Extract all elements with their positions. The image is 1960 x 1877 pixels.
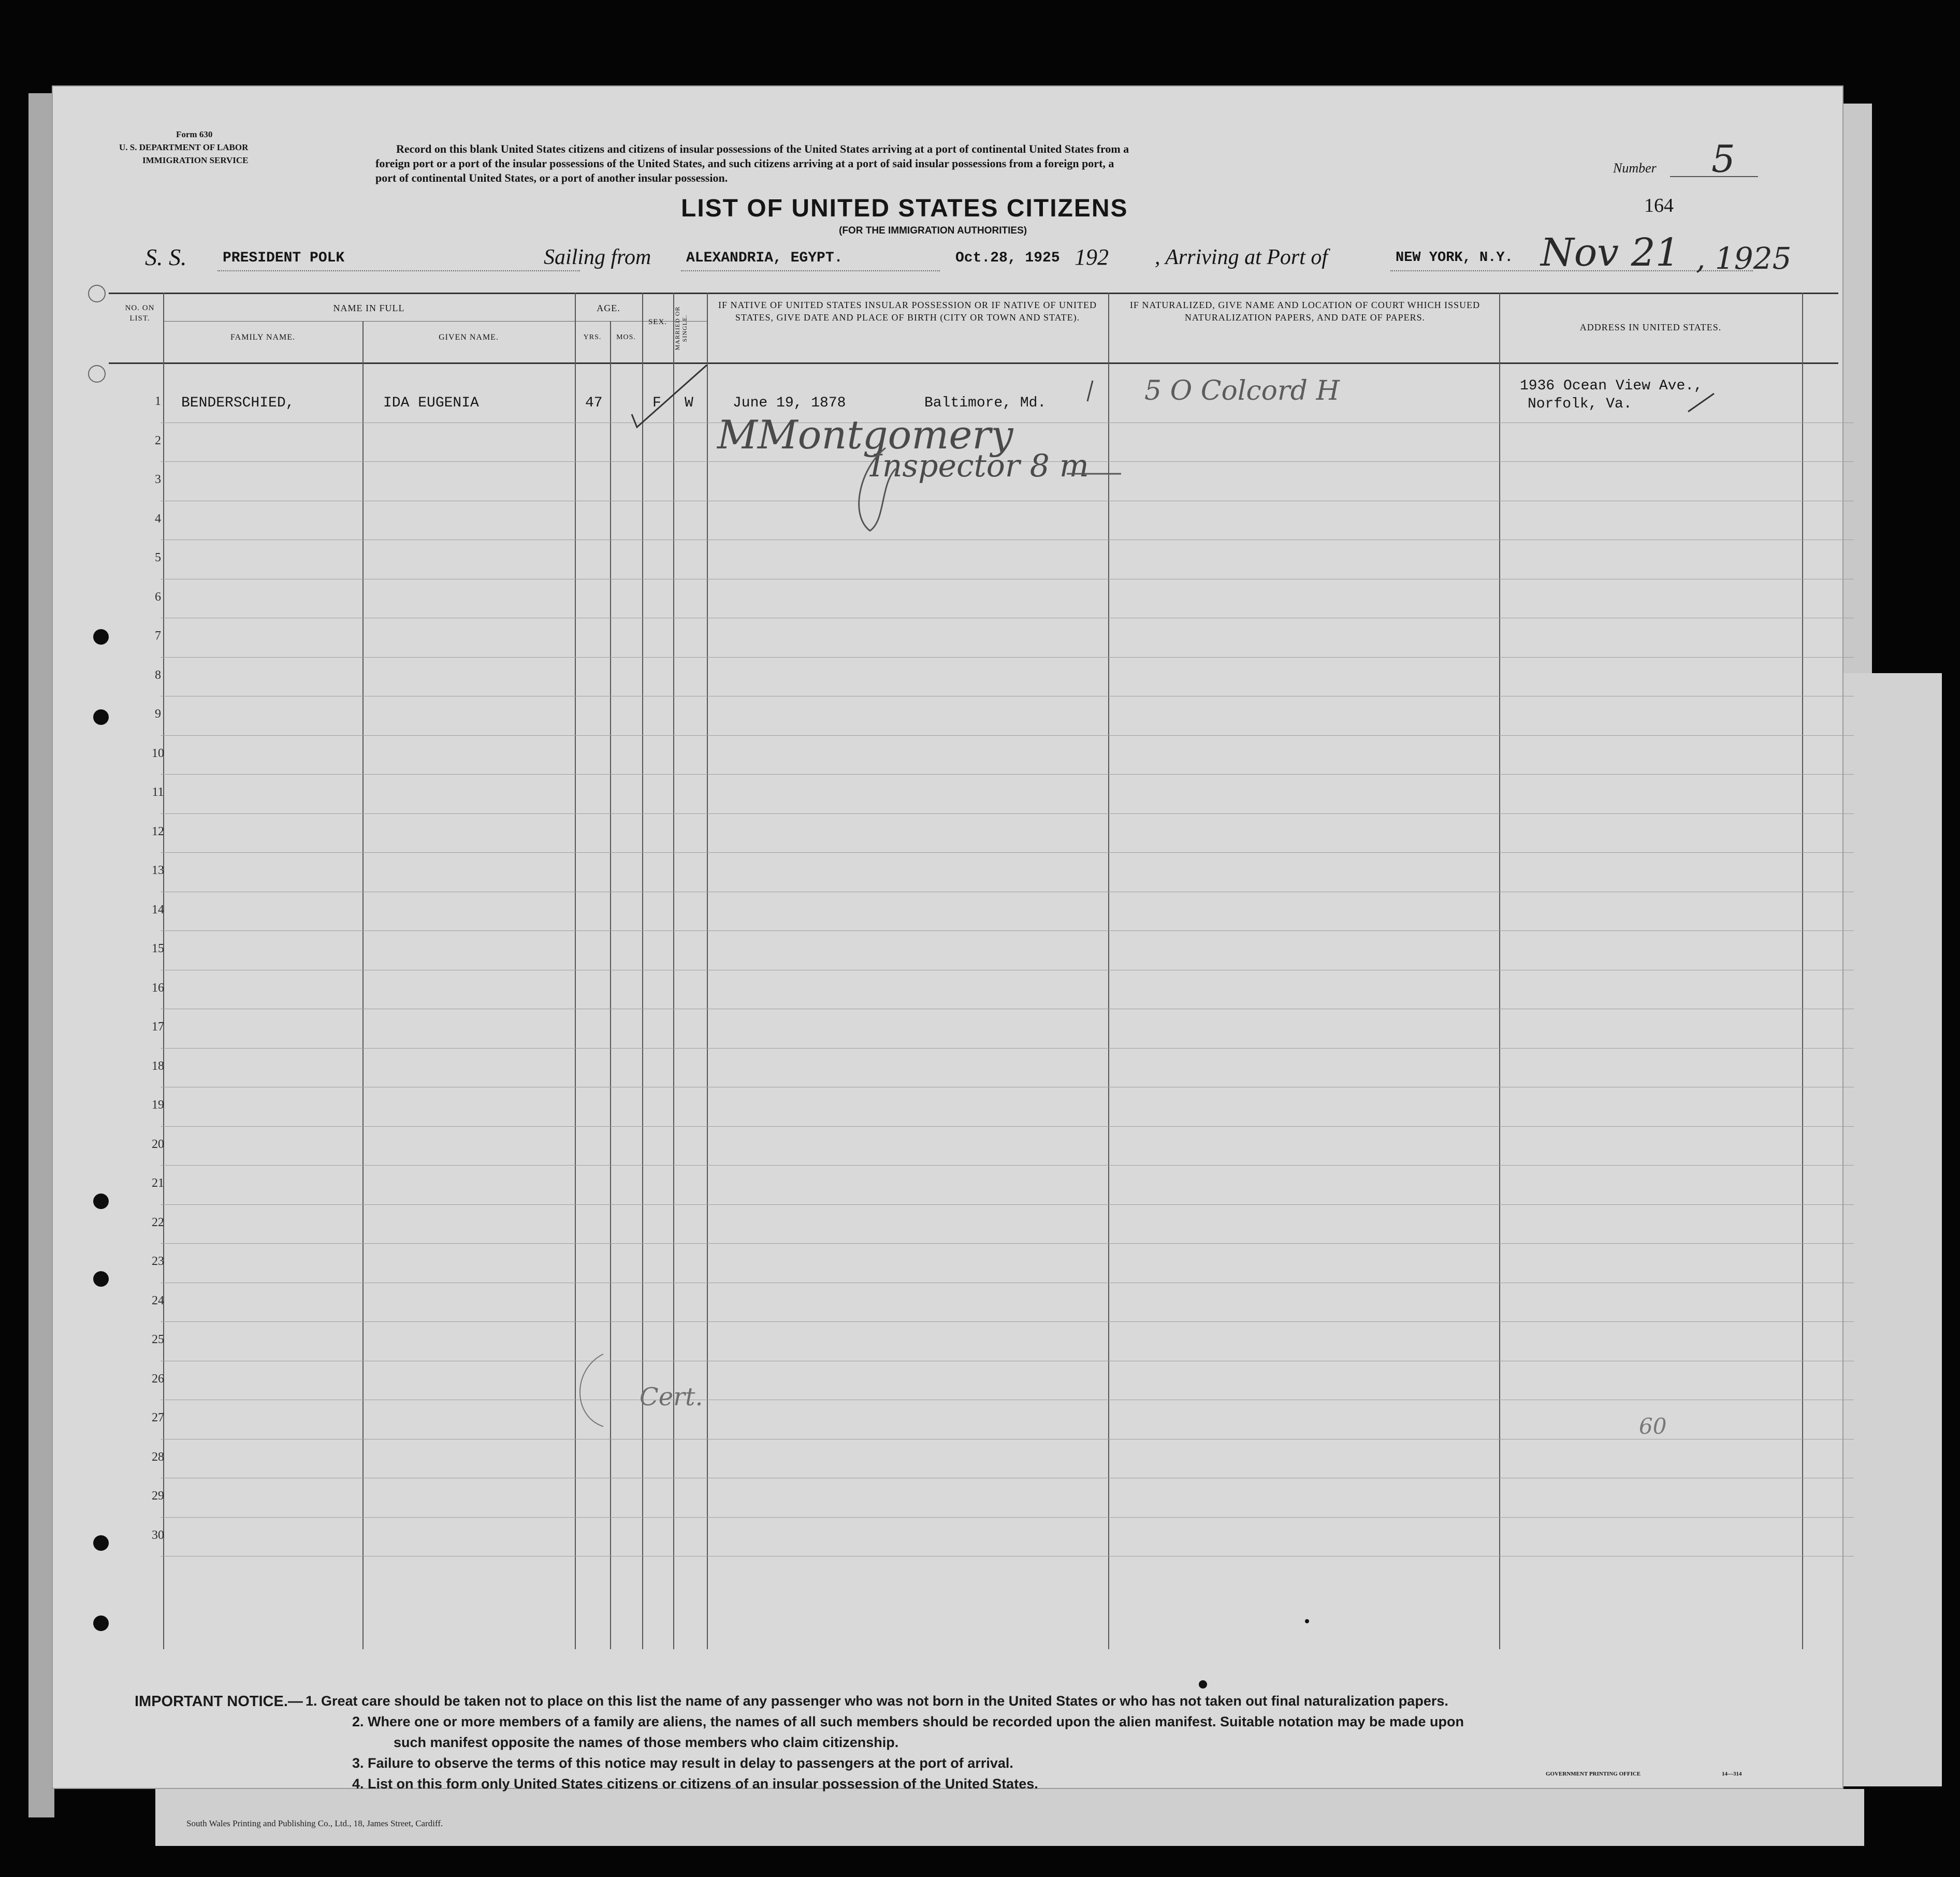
- row-number: 10: [152, 746, 164, 760]
- notice-item-4: 4. List on this form only United States citizens or citizens of an insular possession of the United States.: [352, 1776, 1038, 1792]
- binding-hole: [93, 629, 109, 645]
- ink-dot: [1199, 1680, 1207, 1689]
- sailing-port: ALEXANDRIA, EGYPT.: [686, 250, 843, 266]
- header-naturalized: IF NATURALIZED, GIVE NAME AND LOCATION OF COURT WHICH ISSUED NATURALIZATION PAPERS, AND DATE OF PAPERS.: [1129, 300, 1480, 323]
- service-name: IMMIGRATION SERVICE: [142, 155, 249, 165]
- page-title: LIST OF UNITED STATES CITIZENS: [681, 195, 1128, 222]
- header-mos: MOS.: [616, 333, 636, 341]
- row-rule: [161, 813, 1854, 814]
- row-number: 27: [152, 1411, 164, 1424]
- inspector-title: Inspector 8 m: [870, 448, 1089, 484]
- printer-office: GOVERNMENT PRINTING OFFICE: [1546, 1771, 1641, 1777]
- col-rule-sex: [673, 293, 674, 1649]
- binding-hole: [93, 1535, 109, 1551]
- entry-given-name: IDA EUGENIA: [383, 395, 479, 411]
- entry-age-years: 47: [585, 395, 603, 411]
- printer-code: 14—314: [1722, 1771, 1742, 1777]
- arrival-date: Nov 21: [1541, 230, 1680, 275]
- entry-address-line-1: 1936 Ocean View Ave.,: [1520, 378, 1703, 394]
- row-number: 15: [152, 942, 164, 955]
- entry-birth-place: Baltimore, Md.: [924, 395, 1047, 411]
- entry-sex: F: [652, 395, 661, 411]
- header-family-name: FAMILY NAME.: [230, 333, 296, 342]
- margin-note: Cert.: [640, 1383, 703, 1412]
- row-number: 28: [152, 1450, 164, 1464]
- underlying-page-bottom: [155, 1789, 1864, 1846]
- binding-hole: [93, 1616, 109, 1631]
- row-number: 22: [152, 1215, 164, 1229]
- row-rule: [161, 930, 1854, 931]
- binding-hole: [93, 709, 109, 725]
- header-address: ADDRESS IN UNITED STATES.: [1579, 322, 1722, 332]
- col-rule-marital: [707, 293, 708, 1649]
- header-no-on-list: NO. ON LIST.: [125, 304, 155, 323]
- notice-item-3: 3. Failure to observe the terms of this notice may result in delay to passengers at the port of arrival.: [352, 1755, 1013, 1771]
- underlying-page-left: [28, 93, 54, 1817]
- binding-hole: [93, 1194, 109, 1209]
- row-number: 19: [152, 1098, 164, 1112]
- sailing-date: Oct.28, 1925: [955, 250, 1060, 266]
- address-check-mark: [1683, 388, 1724, 419]
- row-number: 6: [155, 590, 161, 604]
- row-rule: [161, 735, 1854, 736]
- row-rule: [161, 1204, 1854, 1205]
- col-rule-address: [1802, 293, 1803, 1649]
- margin-note-bracket: [551, 1349, 624, 1432]
- row-number: 4: [155, 512, 161, 526]
- notice-item-2: 2. Where one or more members of a family are aliens, the names of all such members should be recorded upon the alien manifest. Suitable notation may be made upon: [352, 1714, 1464, 1729]
- sailing-year-prefix: 192: [1075, 244, 1109, 270]
- row-number: 25: [152, 1333, 164, 1346]
- row-rule: [161, 1243, 1854, 1244]
- ink-dot-small: [1305, 1619, 1309, 1623]
- header-age: AGE.: [597, 303, 620, 313]
- header-native: IF NATIVE OF UNITED STATES INSULAR POSSESSION OR IF NATIVE OF UNITED STATES, GIVE DATE AND PLACE OF BIRTH (CITY OR TOWN AND STATE).: [718, 300, 1097, 323]
- row-rule: [161, 774, 1854, 775]
- row-number: 3: [155, 473, 161, 486]
- ship-name-underline: [217, 269, 580, 271]
- binding-hole-faint: [88, 365, 106, 383]
- row-rule: [161, 1517, 1854, 1518]
- table-top-rule: [109, 293, 1838, 294]
- header-married-or-single: MARRIED OR SINGLE.: [674, 306, 688, 351]
- row-number: 7: [155, 629, 161, 643]
- col-rule-yrs: [610, 321, 611, 1649]
- manifest-sheet: [52, 85, 1843, 1792]
- row-number: 18: [152, 1059, 164, 1073]
- col-rule-family: [362, 321, 364, 1649]
- row-number: 1: [155, 395, 161, 408]
- entry-birth-date: June 19, 1878: [733, 395, 846, 411]
- arrival-port: NEW YORK, N.Y.: [1396, 250, 1513, 266]
- notice-item-2-cont: such manifest opposite the names of those members who claim citizenship.: [394, 1735, 899, 1750]
- header-name-in-full: NAME IN FULL: [333, 303, 405, 313]
- entry-naturalization-note: 5 O Colcord H: [1144, 375, 1340, 406]
- row-rule: [161, 1321, 1854, 1322]
- binding-hole-faint: [88, 285, 106, 302]
- underlying-page-right-lower: [1843, 673, 1942, 1786]
- number-label: Number: [1613, 161, 1657, 176]
- notice-label: IMPORTANT NOTICE.—: [135, 1693, 303, 1710]
- name-subheader-rule: [163, 321, 707, 322]
- inspector-signature: MMontgomery: [717, 412, 1013, 458]
- col-rule-naturalized: [1499, 293, 1500, 1649]
- arriving-label: , Arriving at Port of: [1155, 245, 1328, 269]
- form-number: Form 630: [176, 129, 213, 139]
- row-rule: [161, 657, 1854, 658]
- row-number: 21: [152, 1176, 164, 1190]
- ship-name: PRESIDENT POLK: [223, 250, 345, 266]
- sailing-label: Sailing from: [544, 245, 651, 269]
- notice-item-1: 1. Great care should be taken not to place on this list the name of any passenger who was not born in the United States or who has not taken out final naturalization papers.: [306, 1693, 1448, 1709]
- row-number: 20: [152, 1137, 164, 1151]
- row-number: 14: [152, 903, 164, 916]
- row-number: 29: [152, 1489, 164, 1503]
- row-number: 12: [152, 824, 164, 838]
- row-number: 24: [152, 1293, 164, 1307]
- col-rule-age: [642, 293, 643, 1649]
- page-subtitle: (FOR THE IMMIGRATION AUTHORITIES): [839, 225, 1027, 236]
- ss-label: S. S.: [145, 244, 187, 270]
- row-number: 5: [155, 551, 161, 564]
- row-number: 30: [152, 1528, 164, 1542]
- row-number: 17: [152, 1020, 164, 1034]
- underlying-page-right: [1843, 104, 1872, 673]
- header-given-name: GIVEN NAME.: [439, 333, 499, 342]
- row-number: 26: [152, 1372, 164, 1386]
- row-rule: [161, 852, 1854, 853]
- row-number: 13: [152, 864, 164, 877]
- col-rule-given: [575, 293, 576, 1649]
- entry-address-line-2: Norfolk, Va.: [1528, 396, 1632, 412]
- row-number: 16: [152, 981, 164, 995]
- row-rule: [161, 1165, 1854, 1166]
- header-sex: SEX.: [648, 318, 667, 326]
- row-rule: [161, 1048, 1854, 1049]
- sailing-port-underline: [681, 269, 940, 271]
- row-number: 8: [155, 668, 161, 682]
- row-number: 9: [155, 707, 161, 721]
- department-name: U. S. DEPARTMENT OF LABOR: [119, 142, 249, 152]
- header-yrs: YRS.: [583, 333, 602, 341]
- number-value: 5: [1711, 137, 1735, 181]
- binding-hole: [93, 1271, 109, 1287]
- page-note: 60: [1639, 1414, 1667, 1439]
- signature-flourish: [839, 438, 1129, 541]
- instructions-line-2: foreign port or a port of the insular possessions of the United States, and such citizens arriving at a port of said insular possessions from a foreign port, a: [375, 157, 1114, 170]
- sheet-number: 164: [1644, 195, 1674, 216]
- entry-family-name: BENDERSCHIED,: [181, 395, 295, 411]
- arrival-year: , 1925: [1696, 241, 1792, 276]
- row-number: 11: [152, 785, 164, 799]
- printer-footer: South Wales Printing and Publishing Co., Ltd., 18, James Street, Cardiff.: [186, 1818, 443, 1828]
- col-rule-no: [163, 293, 164, 1649]
- instructions-line-3: port of continental United States, or a port of another insular possession.: [375, 171, 728, 184]
- instructions-line-1: Record on this blank United States citizens and citizens of insular possessions of the United States arriving at a port of continental United States from a: [396, 142, 1129, 155]
- row-rule: [161, 1126, 1854, 1127]
- row-number: 23: [152, 1255, 164, 1268]
- row-number: 2: [155, 433, 161, 447]
- entry-marital: W: [685, 395, 693, 411]
